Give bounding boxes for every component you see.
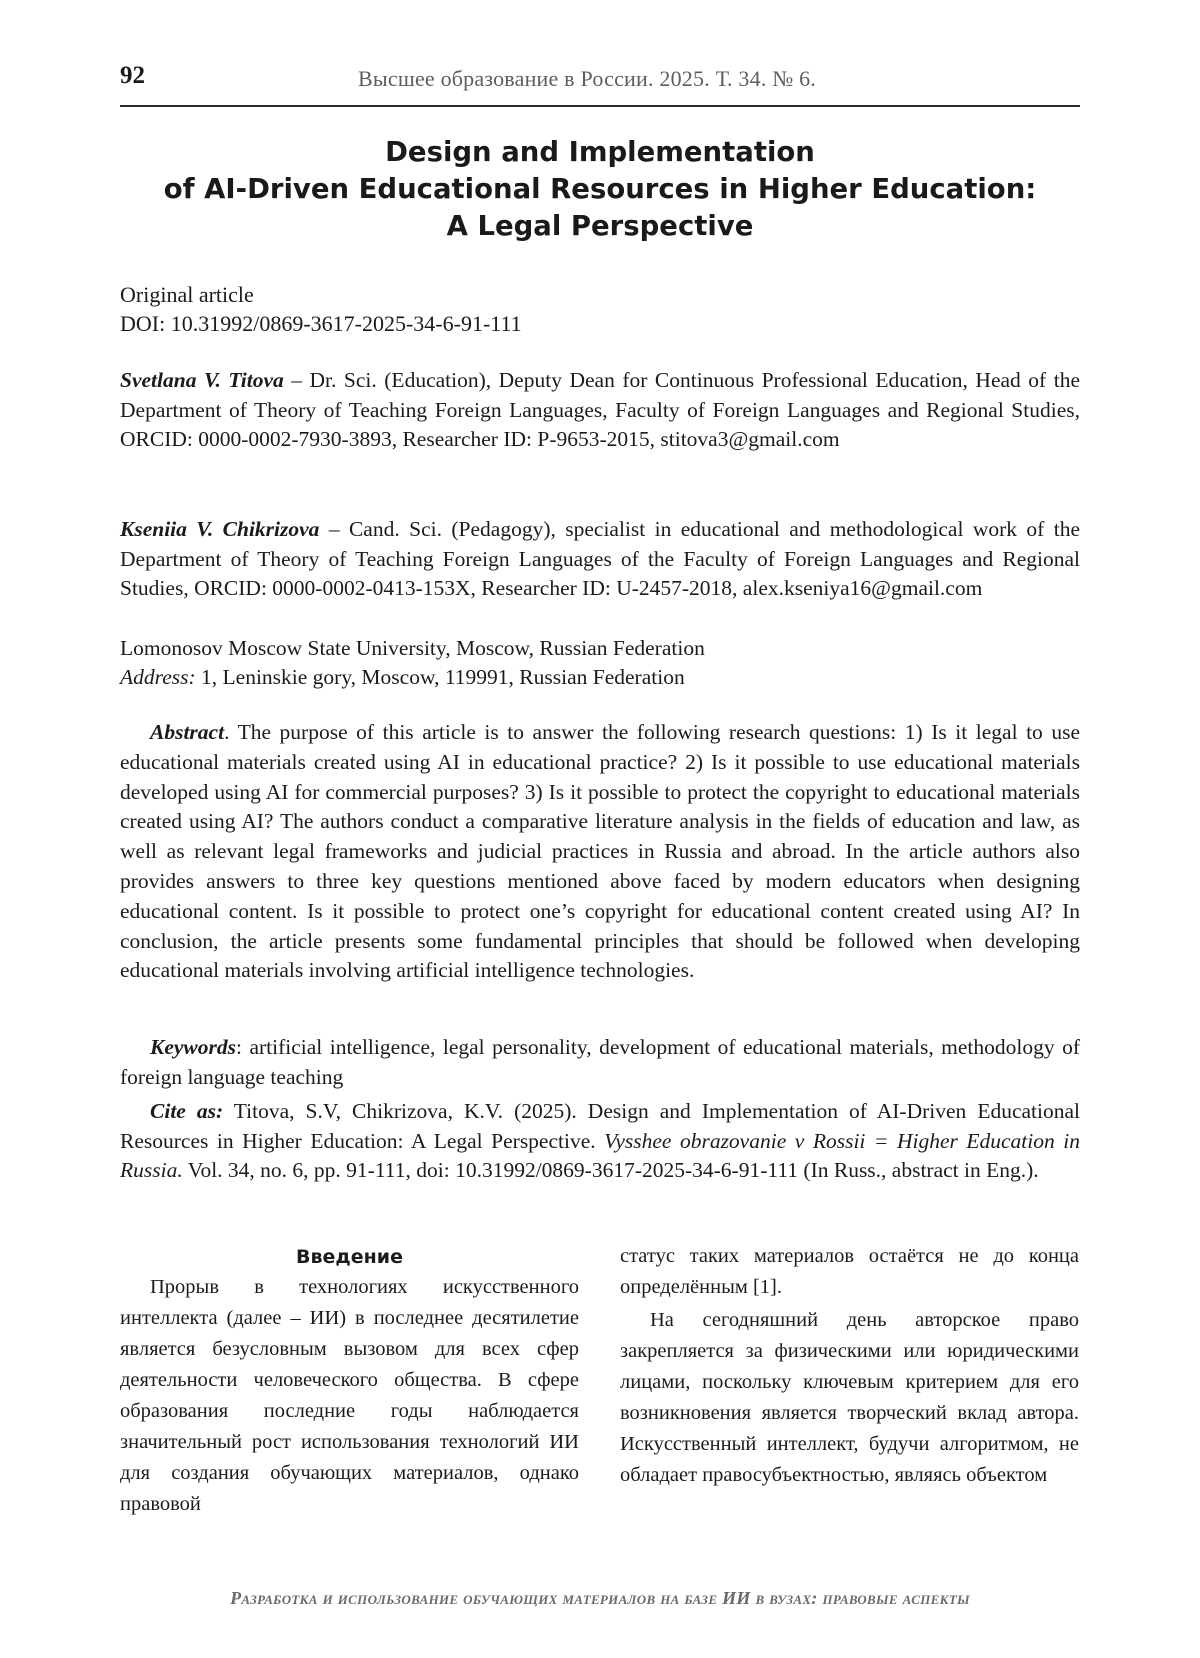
cite-as-text-after: Vol. 34, no. 6, pp. 91-111, doi: 10.31992/0869-3617-2025-34-6-91-111 (In Russ., abstract in Eng.). — [182, 1158, 1039, 1182]
author-details-1: – Dr. Sci. (Education), Deputy Dean for Continuous Professional Education, Head of the Department of Theory of Teaching Foreign Languages, Faculty of Foreign Languages and Regional Studies, ORCID: 0000-0002-7930-3893, Researcher ID: P-9653-2015, stitova3@gmail.com — [120, 368, 1080, 451]
author-details-2: – Cand. Sci. (Pedagogy), specialist in educational and methodological work of the Department of Theory of Teaching Foreign Languages of the Faculty of Foreign Languages and Regional Studies, ORCID: 0000-0002-0413-153X, Researcher ID: U-2457-2018, alex.kseniya16@gmail.com — [120, 517, 1080, 600]
page-number: 92 — [120, 62, 145, 89]
journal-header: Высшее образование в России. 2025. Т. 34. № 6. — [358, 66, 817, 91]
abstract-label: Abstract — [150, 720, 225, 744]
author-block-2 — [120, 515, 1080, 604]
running-footer: Разработка и использование обучающих материалов на базе ИИ в вузах: правовые аспекты — [230, 1588, 970, 1608]
cite-as-journal: Vysshee obrazovanie v Rossii = Higher Education in Russia. — [120, 1128, 1080, 1182]
article-title — [120, 134, 1080, 245]
author-name-1: Svetlana V. Titova — [120, 368, 284, 392]
body-column-left — [120, 1272, 579, 1520]
doi: DOI: 10.31992/0869-3617-2025-34-6-91-111 — [120, 311, 522, 336]
title-line-1: Design and Implementation — [385, 136, 815, 168]
section-heading: Введение — [296, 1246, 403, 1268]
abstract-text: . The purpose of this article is to answer the following research questions: 1) Is it legal to use educational materials created using AI in educational practice? 2) Is it possible to use educational materials developed using AI for commercial purposes? 3) Is it possible to protect the copyright to educational materials created using AI? The authors conduct a comparative literature analysis in the fields of education and law, as well as relevant legal frameworks and judicial practices in Russia and abroad. In the article authors also provides answers to three key questions mentioned above faced by modern educators when designing educational content. Is it possible to protect one’s copyright for educational content created using AI? In conclusion, the article presents some fundamental principles that should be followed when developing educational materials involving artificial intelligence technologies. — [120, 720, 1080, 983]
cite-as — [120, 1097, 1080, 1186]
keywords-text: : artificial intelligence, legal personality, development of educational materials, methodology of foreign language teaching — [120, 1035, 1080, 1089]
body-column-right — [620, 1241, 1079, 1491]
header-divider — [120, 105, 1080, 107]
title-line-2: of AI-Driven Educational Resources in Higher Education: — [163, 173, 1037, 205]
body-paragraph: Прорыв в технологиях искусственного интеллекта (далее – ИИ) в последнее десятилетие является безусловным вызовом для всех сфер деятельности человеческого общества. В сфере образования последние годы наблюдается значительный рост использования технологий ИИ для создания обучающих материалов, однако правовой — [120, 1276, 579, 1515]
author-name-2: Kseniia V. Chikrizova — [120, 517, 320, 541]
cite-as-label: Cite as: — [150, 1099, 224, 1123]
body-paragraph-continued: статус таких материалов остаётся не до конца определённым [1]. — [620, 1245, 1079, 1298]
abstract — [120, 718, 1080, 986]
cite-as-text: Titova, S.V, Chikrizova, K.V. (2025). Design and Implementation of AI-Driven Educational Resources in Higher Education: A Legal Perspective. — [120, 1099, 1080, 1153]
address-label: Address: — [120, 665, 196, 689]
body-paragraph: На сегодняшний день авторское право закрепляется за физическими или юридическими лицами, поскольку ключевым критерием для его возникновения является творческий вклад автора. Искусственный интеллект, будучи алгоритмом, не обладает правосубъектностью, являясь объектом — [620, 1309, 1079, 1486]
article-type: Original article — [120, 282, 254, 307]
affiliation: Lomonosov Moscow State University, Moscow, Russian Federation — [120, 636, 705, 660]
keywords-label: Keywords — [150, 1035, 236, 1059]
keywords — [120, 1033, 1080, 1092]
title-line-3: A Legal Perspective — [446, 210, 754, 242]
address — [120, 663, 1080, 693]
address-text: 1, Leninskie gory, Moscow, 119991, Russian Federation — [195, 665, 685, 689]
author-block-1 — [120, 366, 1080, 455]
